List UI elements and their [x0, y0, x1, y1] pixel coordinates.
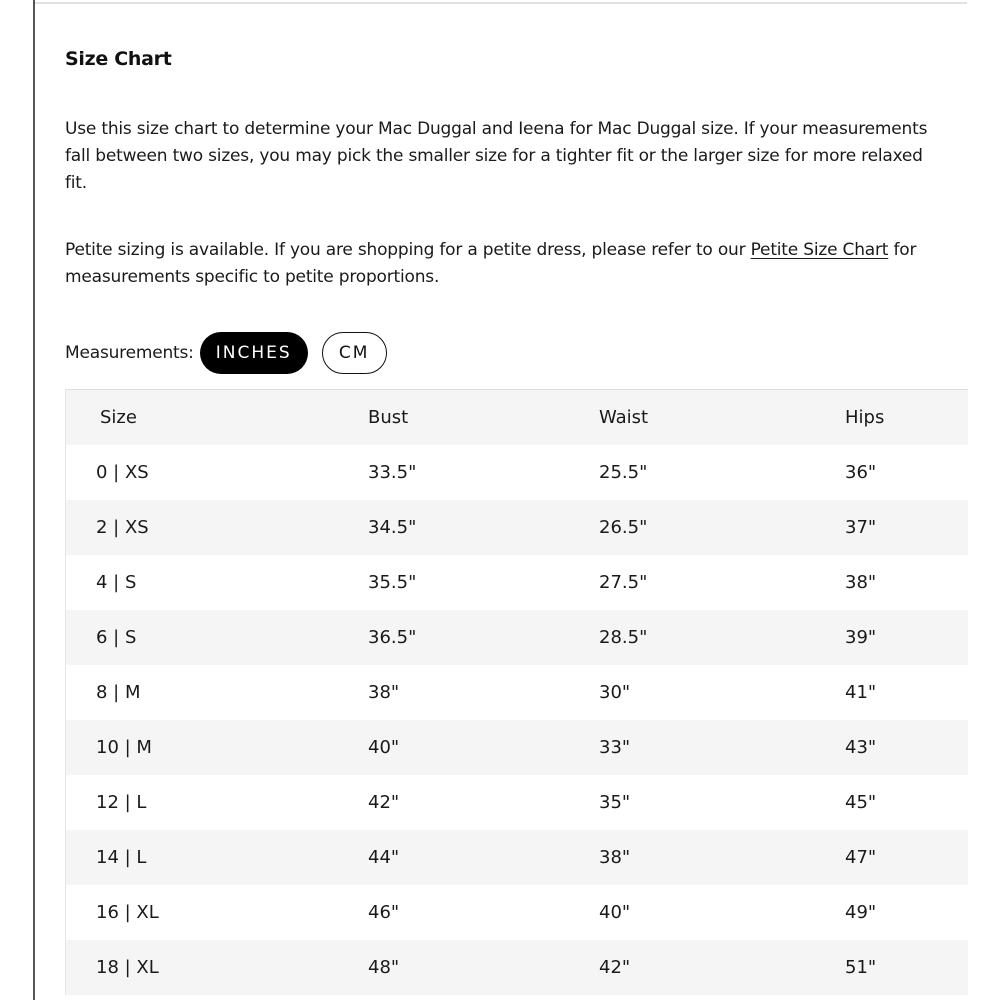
cell-bust: 33.5": [368, 462, 417, 483]
cell-bust: 42": [368, 792, 400, 813]
size-table: [65, 389, 968, 995]
cell-size: 10 | M: [96, 737, 152, 758]
cell-size: 16 | XL: [96, 902, 159, 923]
cell-hips: 47": [845, 847, 877, 868]
cell-bust: 46": [368, 902, 400, 923]
cell-hips: 43": [845, 737, 877, 758]
petite-size-chart-link[interactable]: Petite Size Chart: [750, 240, 889, 260]
intro-text: Use this size chart to determine your Mac Duggal and Ieena for Mac Duggal size. If your measurements fall between two sizes, you may pick the smaller size for a tighter fit or the larger size for more relaxed fit.: [65, 119, 928, 193]
cell-size: 14 | L: [96, 847, 147, 868]
cell-hips: 49": [845, 902, 877, 923]
cell-waist: 25.5": [599, 462, 648, 483]
cell-bust: 35.5": [368, 572, 417, 593]
petite-note-before: Petite sizing is available. If you are shopping for a petite dress, please refer to our: [65, 240, 751, 260]
cell-size: 0 | XS: [96, 462, 149, 483]
frame-top-border: [35, 2, 967, 4]
cell-waist: 30": [599, 682, 631, 703]
header-hips: Hips: [845, 407, 885, 428]
table-row: [66, 940, 968, 995]
cm-button[interactable]: CM: [322, 332, 387, 374]
table-header-row: [66, 390, 968, 445]
cell-bust: 34.5": [368, 517, 417, 538]
cell-size: 8 | M: [96, 682, 141, 703]
measurement-unit-toggle: [65, 332, 387, 374]
cell-bust: 40": [368, 737, 400, 758]
cell-hips: 38": [845, 572, 877, 593]
table-row: [66, 665, 968, 720]
table-row: [66, 775, 968, 830]
cell-size: 12 | L: [96, 792, 147, 813]
header-size: Size: [100, 407, 137, 428]
cell-hips: 36": [845, 462, 877, 483]
cell-waist: 38": [599, 847, 631, 868]
table-row: [66, 500, 968, 555]
cell-waist: 40": [599, 902, 631, 923]
table-row: [66, 555, 968, 610]
table-row: [66, 720, 968, 775]
page-title: Size Chart: [65, 48, 172, 70]
petite-note: [65, 237, 945, 291]
cell-bust: 38": [368, 682, 400, 703]
table-body: [66, 445, 968, 995]
header-waist: Waist: [599, 407, 649, 428]
cell-bust: 44": [368, 847, 400, 868]
cell-hips: 39": [845, 627, 877, 648]
cell-hips: 51": [845, 957, 877, 978]
cell-size: 6 | S: [96, 627, 137, 648]
cell-size: 4 | S: [96, 572, 137, 593]
table-row: [66, 830, 968, 885]
cell-waist: 28.5": [599, 627, 648, 648]
inches-button[interactable]: INCHES: [200, 332, 308, 374]
cell-waist: 35": [599, 792, 631, 813]
cell-hips: 45": [845, 792, 877, 813]
cell-hips: 41": [845, 682, 877, 703]
cell-bust: 36.5": [368, 627, 417, 648]
table-row: [66, 445, 968, 500]
cell-waist: 26.5": [599, 517, 648, 538]
cell-waist: 42": [599, 957, 631, 978]
cell-size: 2 | XS: [96, 517, 149, 538]
table-row: [66, 610, 968, 665]
header-bust: Bust: [368, 407, 409, 428]
measurements-label: Measurements:: [65, 343, 194, 363]
cell-bust: 48": [368, 957, 400, 978]
frame-left-border: [33, 0, 35, 1000]
cell-waist: 27.5": [599, 572, 648, 593]
table-row: [66, 885, 968, 940]
cell-size: 18 | XL: [96, 957, 159, 978]
cell-hips: 37": [845, 517, 877, 538]
cell-waist: 33": [599, 737, 631, 758]
petite-note-after: for measurements specific to petite proportions.: [65, 240, 917, 287]
